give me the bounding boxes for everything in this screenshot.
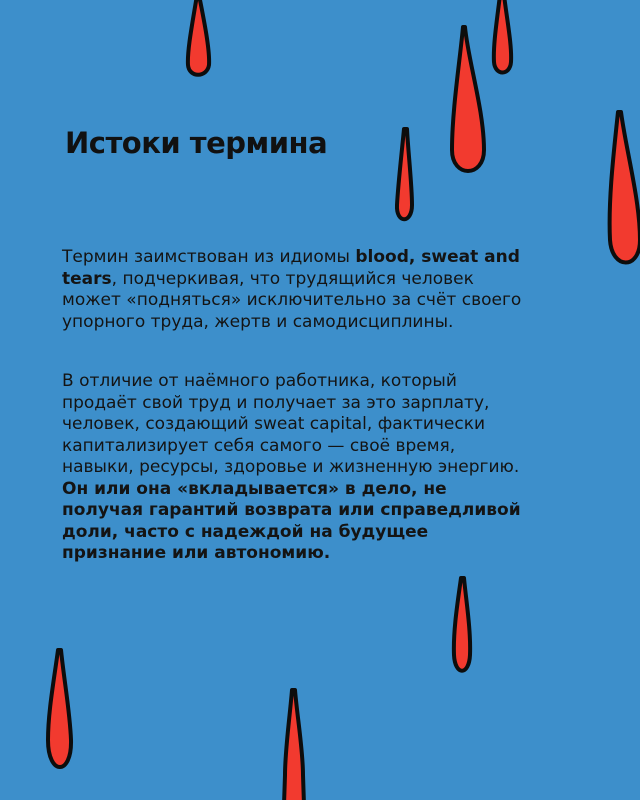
paragraph-comparison	[62, 371, 532, 565]
blood-drop-icon	[454, 578, 470, 671]
paragraph-text: В отличие от наёмного работника, который продаёт свой труд и получает за это зарплату, человек, создающий sweat capital, фактически капитализирует себя самого — своё время, навыки, ресурсы, здоровье и жизненную энергию.	[62, 371, 520, 477]
blood-drop-icon	[452, 27, 484, 171]
blood-drop-icon	[494, 0, 511, 73]
paragraph-origin	[62, 247, 532, 333]
emphasis-text: Он или она «вкладывается» в дело, не получая гарантий возврата или справедливой доли, часто с надеждой на будущее признание или автономию.	[62, 478, 521, 563]
paragraph-text: , подчеркивая, что трудящийся человек может «подняться» исключительно за счёт своего упорного труда, жертв и самодисциплины.	[62, 268, 522, 332]
blood-drop-icon	[188, 0, 209, 75]
blood-drop-icon	[284, 690, 304, 800]
page-title: Истоки термина	[65, 126, 328, 160]
idiom-highlight: blood, sweat and tears	[62, 247, 520, 289]
paragraph-text: Термин заимствован из идиомы	[62, 247, 356, 267]
blood-drop-icon	[48, 650, 71, 767]
blood-drop-icon	[610, 112, 640, 263]
blood-drop-icon	[397, 129, 412, 219]
